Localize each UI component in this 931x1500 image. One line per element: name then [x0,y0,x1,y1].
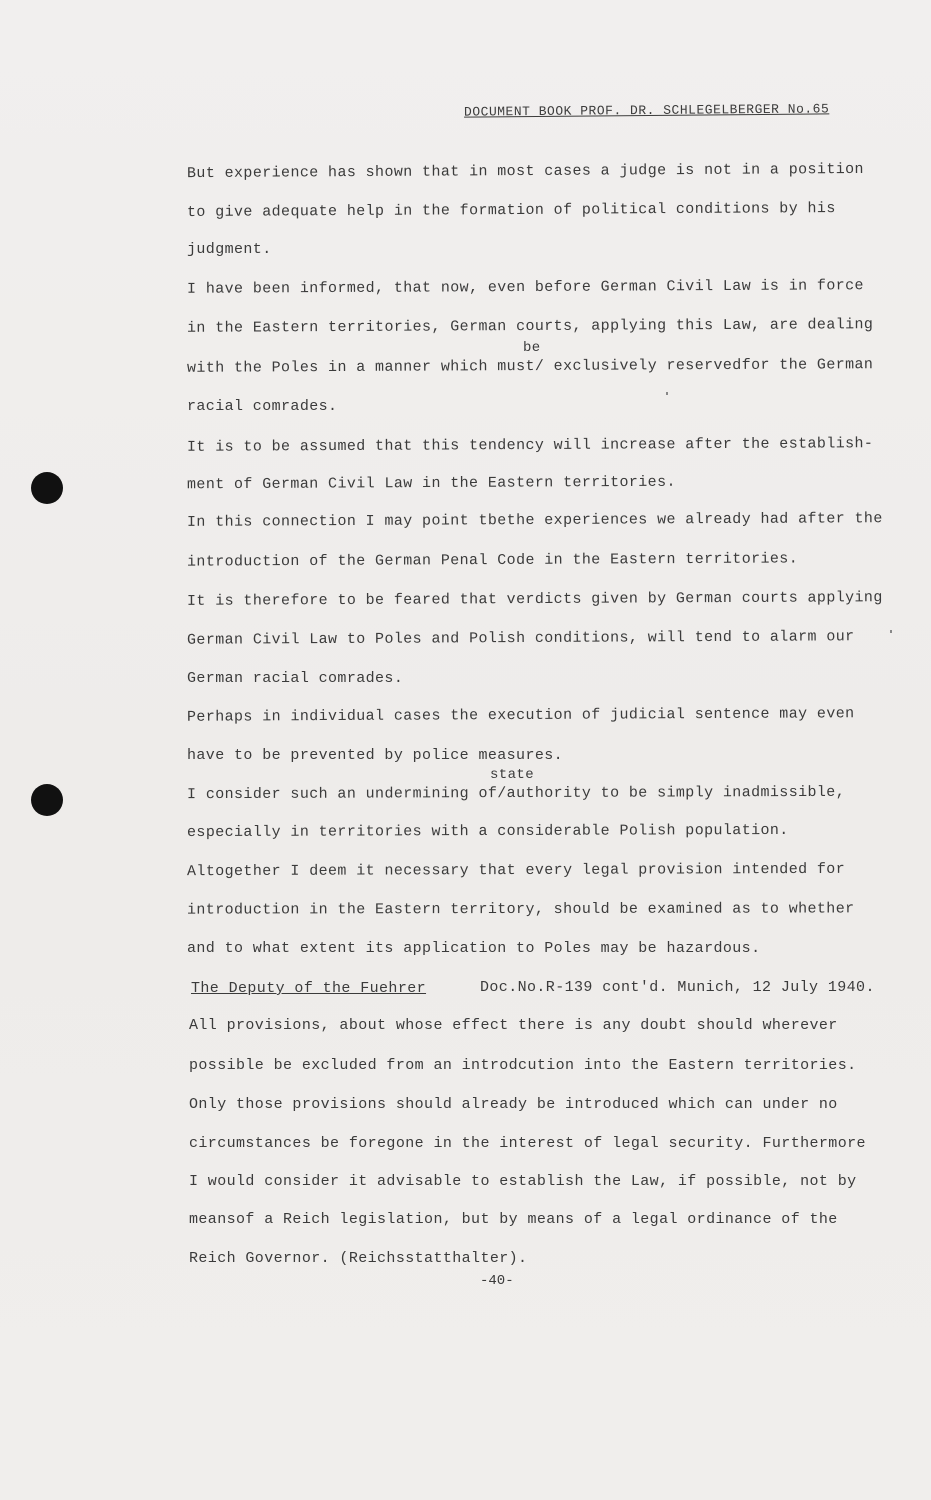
body-line: It is to be assumed that this tendency will increase after the establish- [186,435,874,456]
body-line: German racial comrades. [187,670,404,687]
citation-reference: Doc.No.R-139 cont'd. Munich, 12 July 1940. [480,979,875,996]
body-line: Altogether I deem it necessary that every legal provision intended for [186,860,846,881]
body-line: have to be prevented by police measures. [187,747,564,764]
body-line: with the Poles in a manner which must/ exclusively reservedfor the German [186,356,874,377]
citation-label: The Deputy of the Fuehrer [191,980,427,997]
body-line: and to what extent its application to Poles may be hazardous. [187,940,761,957]
body-line: Perhaps in individual cases the execution of judicial sentence may even [186,705,855,726]
interlinear-insertion: state [490,767,535,783]
body-line: In this connection I may point tbethe experiences we already had after the [186,510,883,531]
body-line: racial comrades. [187,398,338,415]
body-line: in the Eastern territories, German courts, applying this Law, are dealing [186,316,874,337]
body-line: ment of German Civil Law in the Eastern territories. [186,473,676,494]
body-line: to give adequate help in the formation of political conditions by his [186,200,836,221]
page-number: -40- [480,1273,514,1289]
body-line: possible be excluded from an introdcution into the Eastern territories. [189,1057,857,1074]
body-line: introduction in the Eastern territory, should be examined as to whether [186,900,855,919]
body-line: I have been informed, that now, even before German Civil Law is in force [186,277,864,298]
body-line: German Civil Law to Poles and Polish conditions, will tend to alarm our [186,628,855,649]
body-line: It is therefore to be feared that verdicts given by German courts applying [186,589,883,610]
body-line: But experience has shown that in most cases a judge is not in a position [186,160,864,183]
body-line: All provisions, about whose effect there is any doubt should wherever [189,1017,838,1034]
punch-hole-top [31,472,63,504]
body-line: I would consider it advisable to establish the Law, if possible, not by [189,1173,857,1190]
body-line: meansof a Reich legislation, but by means of a legal ordinance of the [189,1211,838,1228]
body-line: introduction of the German Penal Code in the Eastern territories. [186,550,799,571]
ink-speck [890,630,892,633]
body-line: Reich Governor. (Reichsstatthalter). [189,1250,528,1267]
body-line: Only those provisions should already be introduced which can under no [189,1096,838,1113]
interlinear-insertion: be [523,340,541,356]
body-line: judgment. [187,241,272,258]
ink-speck [666,392,668,395]
body-line: especially in territories with a considerable Polish population. [186,821,789,842]
body-line: circumstances be foregone in the interest of legal security. Furthermore [189,1135,866,1152]
body-line: I consider such an undermining of/authority to be simply inadmissible, [186,783,846,804]
document-header: DOCUMENT BOOK PROF. DR. SCHLEGELBERGER No.65 [463,101,830,120]
punch-hole-bottom [31,784,63,816]
